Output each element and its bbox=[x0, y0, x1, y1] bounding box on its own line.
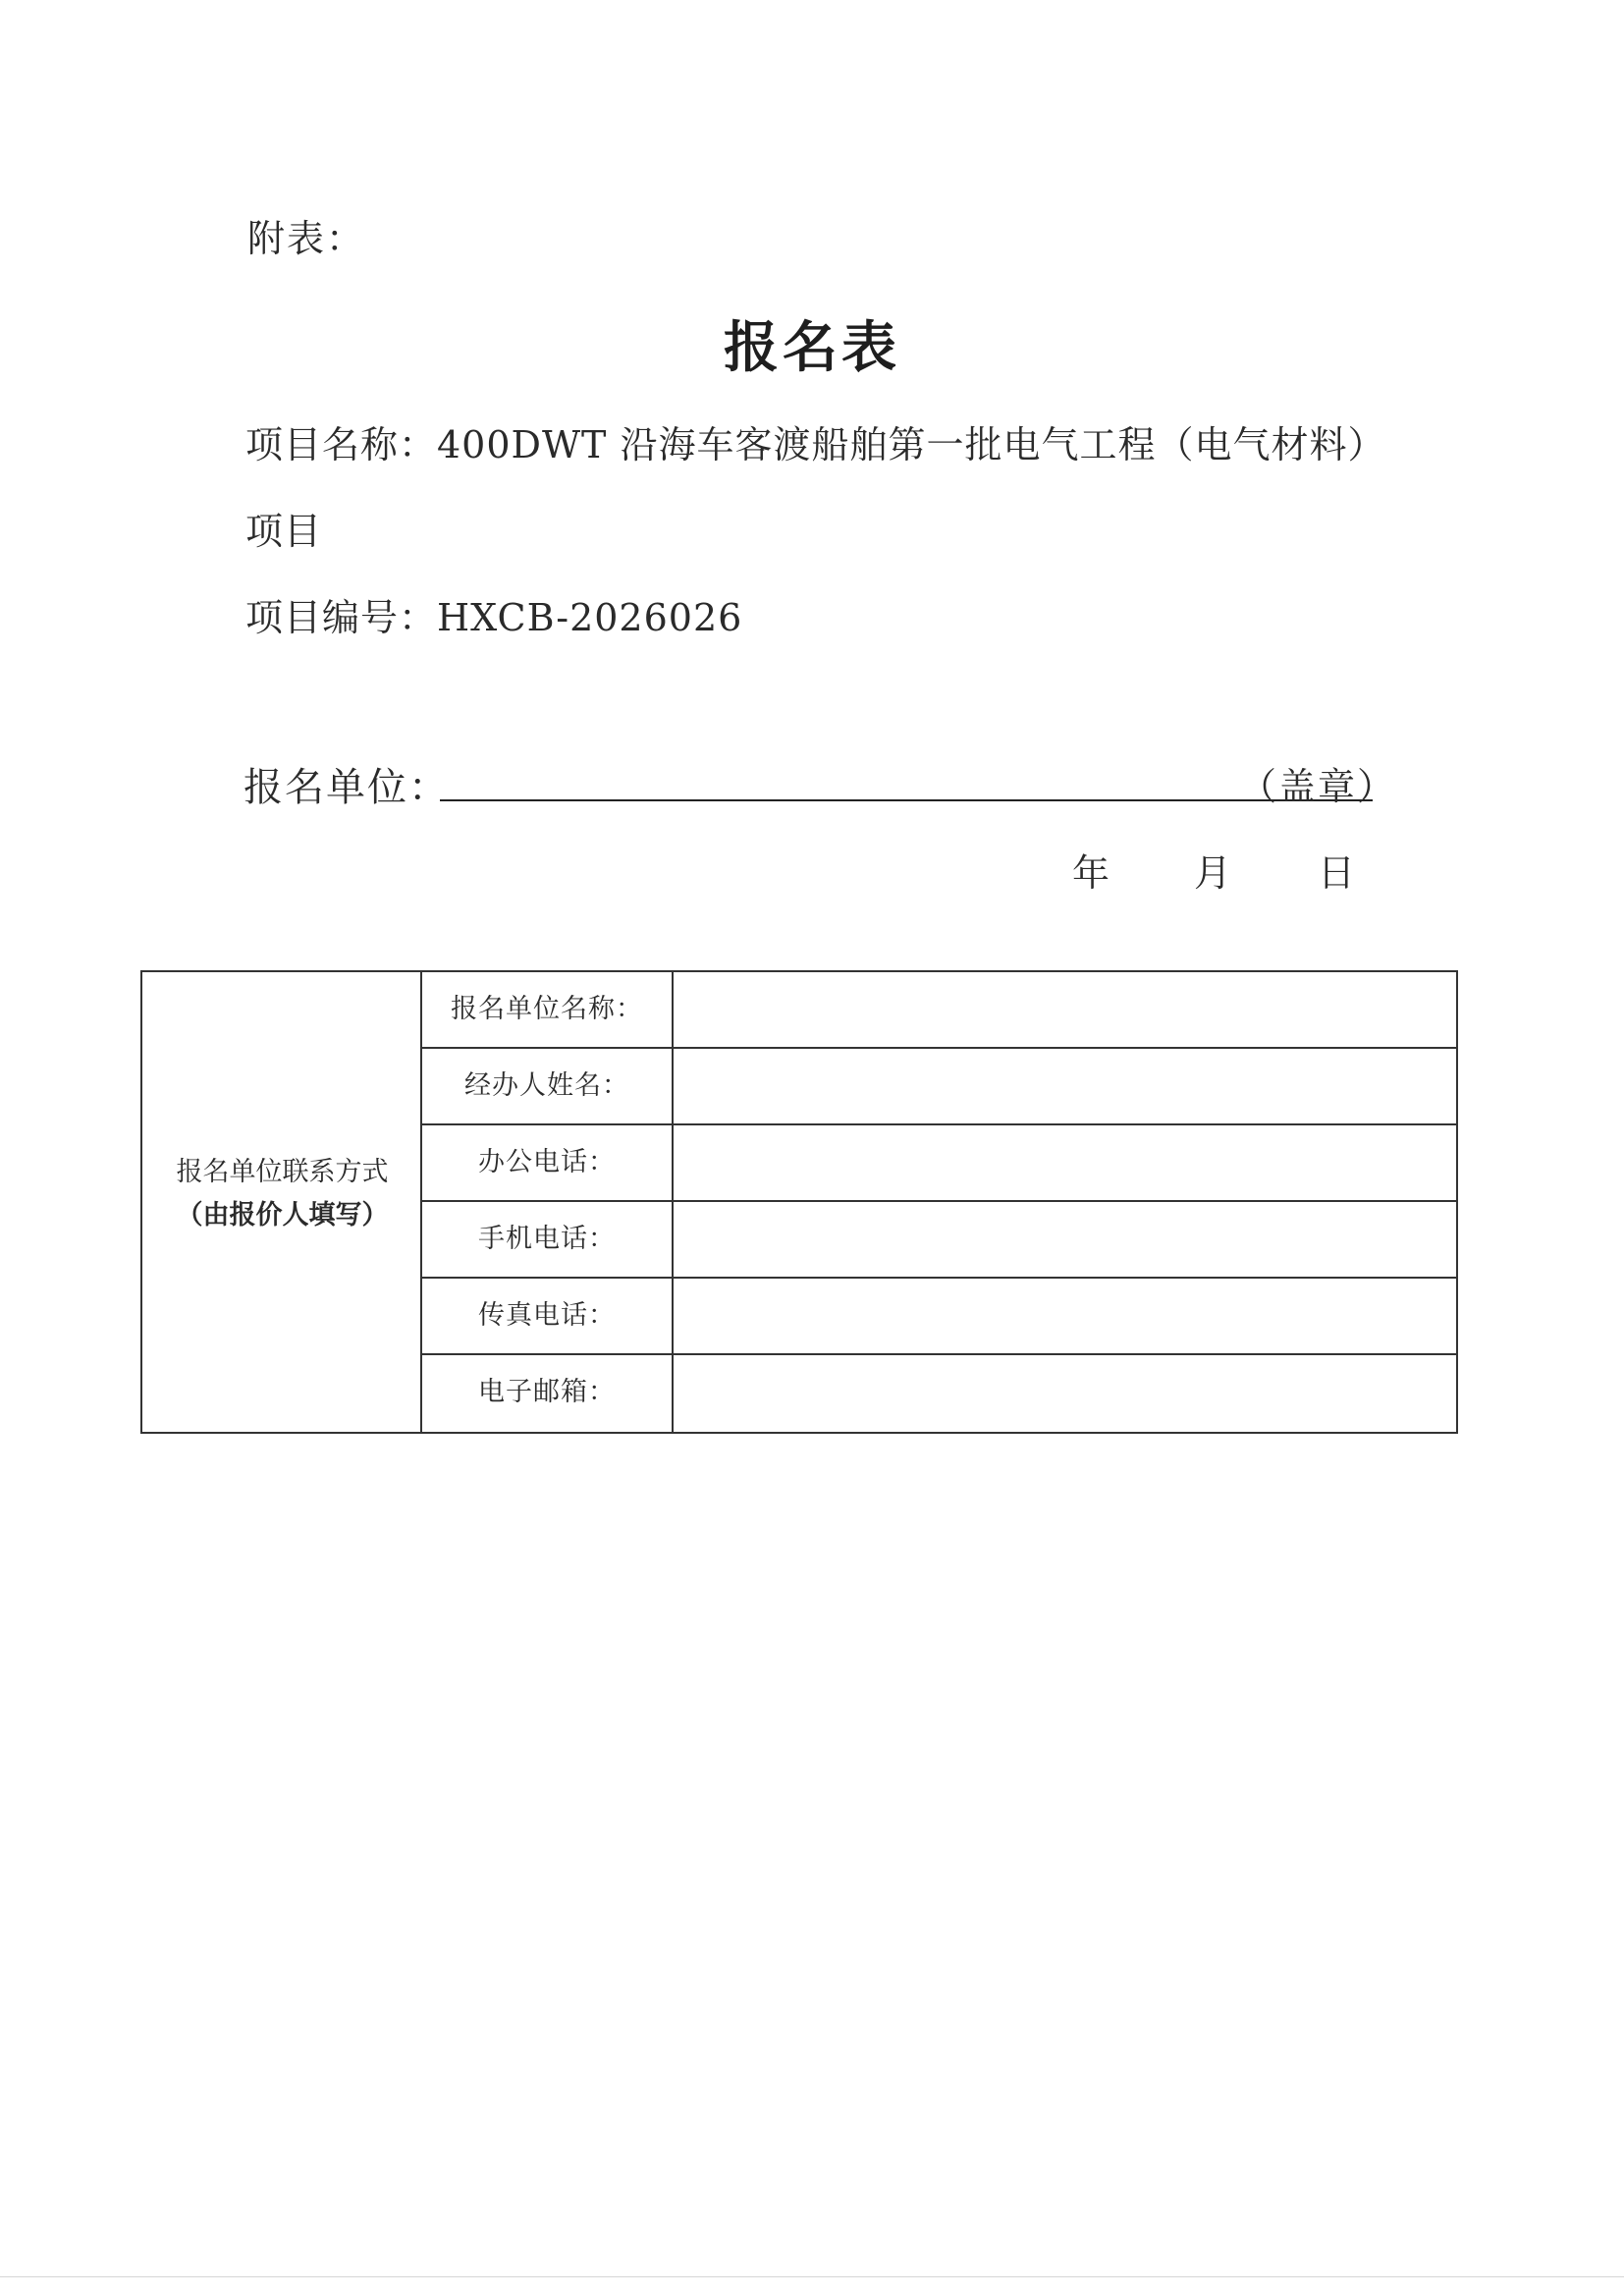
unit-name-field[interactable] bbox=[674, 972, 1458, 1047]
table-row-email bbox=[422, 1355, 1458, 1432]
handler-name-field[interactable] bbox=[674, 1049, 1458, 1123]
row-label: 报名单位名称： bbox=[422, 972, 674, 1047]
date-year-label: 年 bbox=[1072, 851, 1110, 895]
project-number-line: 项目编号：HXCB-2026026 bbox=[245, 596, 743, 639]
project-name-line: 项目名称：400DWT 沿海车客渡船舶第一批电气工程（电气材料） bbox=[245, 423, 1386, 466]
signup-unit-label: 报名单位： bbox=[244, 765, 450, 810]
project-name-continuation: 项目 bbox=[245, 510, 323, 553]
contact-table bbox=[140, 970, 1458, 1434]
table-row-handler-name bbox=[422, 1049, 1458, 1125]
row-label: 电子邮箱： bbox=[422, 1355, 674, 1432]
seal-label: （盖章） bbox=[1239, 765, 1397, 808]
row-label: 传真电话： bbox=[422, 1279, 674, 1353]
office-phone-field[interactable] bbox=[674, 1125, 1458, 1200]
page-bottom-rule bbox=[0, 2276, 1624, 2277]
form-title: 报名表 bbox=[724, 315, 900, 380]
contact-group-label: 报名单位联系方式 bbox=[176, 1157, 389, 1187]
contact-group-cell bbox=[142, 972, 422, 1432]
table-row-fax bbox=[422, 1279, 1458, 1355]
contact-group-note: （由报价人填写） bbox=[176, 1200, 389, 1230]
date-day-label: 日 bbox=[1318, 851, 1356, 895]
mobile-phone-field[interactable] bbox=[674, 1202, 1458, 1277]
email-field[interactable] bbox=[674, 1355, 1458, 1432]
row-label: 手机电话： bbox=[422, 1202, 674, 1277]
attachment-label: 附表： bbox=[247, 217, 366, 260]
table-row-unit-name bbox=[422, 972, 1458, 1049]
table-row-mobile-phone bbox=[422, 1202, 1458, 1279]
fax-field[interactable] bbox=[674, 1279, 1458, 1353]
table-row-office-phone bbox=[422, 1125, 1458, 1202]
row-label: 办公电话： bbox=[422, 1125, 674, 1200]
signup-unit-field[interactable] bbox=[440, 799, 1373, 801]
date-month-label: 月 bbox=[1194, 851, 1232, 895]
row-label: 经办人姓名： bbox=[422, 1049, 674, 1123]
